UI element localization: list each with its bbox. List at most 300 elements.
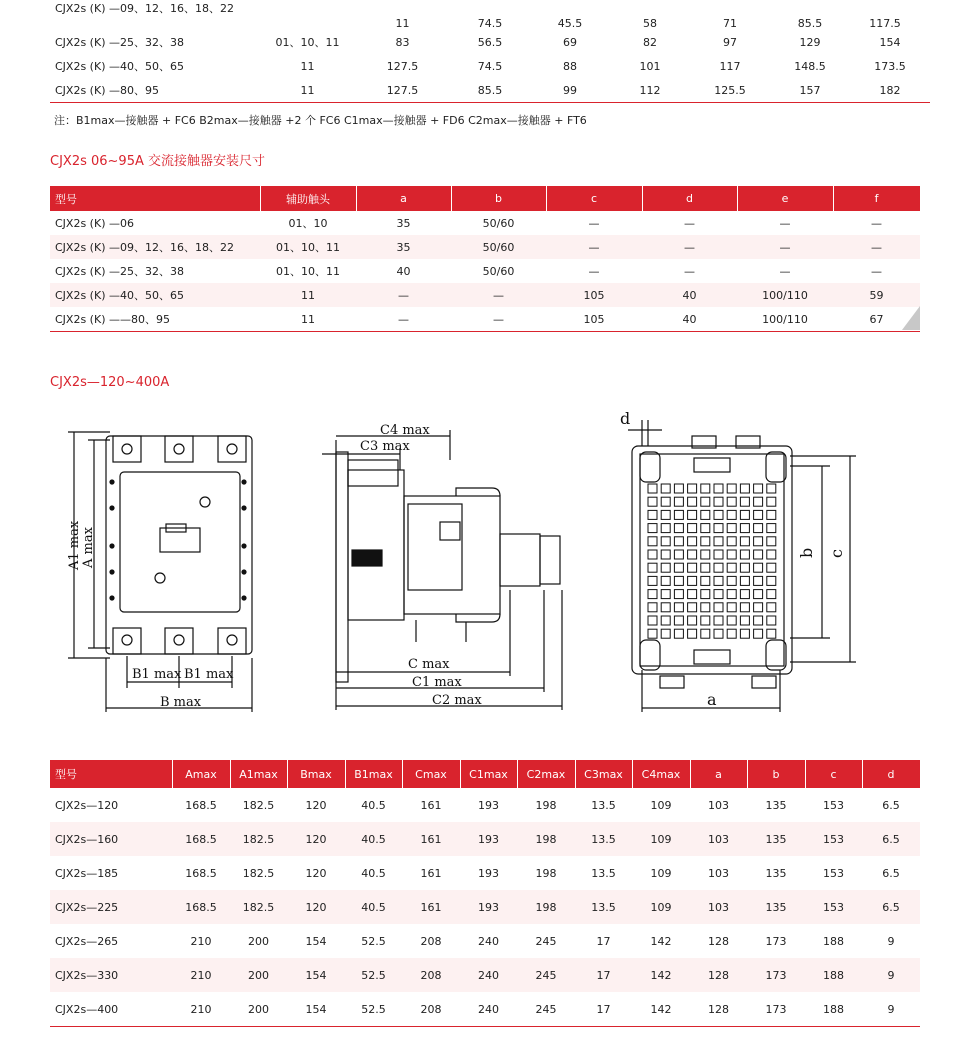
value-cell: 173: [765, 934, 787, 948]
grid-cell: [754, 563, 763, 572]
value-cell: —: [871, 264, 882, 278]
grid-cell: [754, 484, 763, 493]
label-a: a: [707, 690, 717, 709]
value-cell: 161: [420, 866, 442, 880]
grid-cell: [701, 484, 710, 493]
value-cell: 50/60: [451, 235, 546, 259]
column-header: Cmax: [402, 760, 460, 788]
value-cell: 120: [305, 866, 327, 880]
label-b: b: [797, 547, 816, 558]
grid-cell: [674, 510, 683, 519]
grid-cell: [701, 603, 710, 612]
value-cell: 240: [460, 958, 517, 992]
value-cell: 161: [420, 798, 442, 812]
value-cell: 109: [650, 798, 672, 812]
grid-cell: [701, 497, 710, 506]
value-cell: —: [356, 307, 451, 332]
grid-cell: [674, 603, 683, 612]
table-row: [50, 283, 920, 307]
grid-cell: [714, 603, 723, 612]
value-cell: 17: [596, 934, 611, 948]
corner-fold-decoration: [902, 306, 920, 330]
value-cell: 208: [420, 934, 442, 948]
value-cell: 142: [632, 992, 690, 1027]
model-cell: CJX2s—400: [50, 992, 172, 1027]
value-cell: 188: [823, 934, 844, 948]
mounting-dimension-table: [50, 186, 921, 332]
value-cell: —: [779, 264, 791, 278]
label-b1max-right: B1 max: [184, 667, 234, 682]
value-cell: 173: [747, 958, 805, 992]
grid-cell: [648, 576, 657, 585]
grid-cell: [661, 497, 670, 506]
grid-cell: [688, 537, 697, 546]
value-cell: —: [451, 307, 546, 332]
value-cell: 11: [260, 307, 356, 332]
grid-cell: [740, 497, 749, 506]
column-header: b: [451, 186, 546, 211]
value-cell: 168.5: [172, 822, 230, 856]
value-cell: 200: [230, 992, 287, 1027]
value-cell: 13.5: [575, 890, 632, 924]
column-header: c: [805, 760, 862, 788]
model-cell: CJX2s (K) —09、12、16、18、22: [50, 0, 260, 34]
value-cell: 40: [396, 264, 411, 278]
grid-cell: [674, 629, 683, 638]
value-cell: 35: [356, 235, 451, 259]
value-cell: 105: [546, 283, 642, 307]
grid-cell: [688, 603, 697, 612]
model-cell: CJX2s (K) ——80、95: [50, 307, 260, 332]
grid-cell: [754, 590, 763, 599]
grid-cell: [714, 510, 723, 519]
label-cmax: C max: [408, 657, 450, 672]
grid-cell: [674, 497, 683, 506]
value-cell: 193: [460, 890, 517, 924]
grid-cell: [648, 484, 657, 493]
grid-cell: [727, 603, 736, 612]
grid-cell: [740, 524, 749, 533]
grid-cell: [767, 510, 776, 519]
grid-cell: [740, 590, 749, 599]
grid-cell: [727, 550, 736, 559]
grid-cell: [648, 603, 657, 612]
value-cell: 142: [632, 958, 690, 992]
column-header: a: [690, 760, 747, 788]
label-d: d: [620, 409, 631, 428]
value-cell: 200: [230, 958, 287, 992]
grid-cell: [648, 537, 657, 546]
value-cell: 01、10、11: [260, 235, 356, 259]
grid-cell: [740, 616, 749, 625]
grid-cell: [740, 484, 749, 493]
grid-cell: [661, 563, 670, 572]
value-cell: 103: [690, 890, 747, 924]
grid-cell: [701, 629, 710, 638]
grid-cell: [648, 497, 657, 506]
grid-cell: [740, 537, 749, 546]
value-cell: 6.5: [862, 890, 920, 924]
label-a1max: A1 max: [67, 520, 82, 570]
column-header: Amax: [172, 760, 230, 788]
grid-cell: [754, 550, 763, 559]
value-cell: 173: [747, 992, 805, 1027]
value-cell: 161: [402, 890, 460, 924]
label-c2max: C2 max: [432, 693, 482, 708]
value-cell: 109: [632, 890, 690, 924]
value-cell: 01、10: [288, 217, 328, 230]
value-cell: 120: [287, 890, 345, 924]
model-cell: CJX2s—120: [55, 798, 119, 812]
grid-cell: [701, 563, 710, 572]
grid-cell: [767, 576, 776, 585]
section-title-06-95a: CJX2s 06~95A 交流接触器安装尺寸: [50, 154, 265, 169]
grid-cell: [740, 603, 749, 612]
grid-cell: [740, 563, 749, 572]
value-cell: 240: [478, 934, 499, 948]
grid-cell: [754, 603, 763, 612]
value-cell: —: [642, 235, 737, 259]
value-cell: 128: [690, 958, 747, 992]
value-cell: 154: [305, 934, 327, 948]
value-cell: 13.5: [591, 798, 616, 812]
grid-cell: [648, 563, 657, 572]
grid-cell: [674, 576, 683, 585]
grid-cell: [767, 537, 776, 546]
column-header: C2max: [517, 760, 575, 788]
grid-cell: [701, 550, 710, 559]
value-cell: 154: [287, 958, 345, 992]
value-cell: 103: [708, 798, 729, 812]
value-cell: 100/110: [737, 307, 833, 332]
value-cell: —: [684, 264, 695, 278]
grid-cell: [714, 616, 723, 625]
grid-cell: [661, 510, 670, 519]
table-header-row: [50, 186, 920, 211]
value-cell: 188: [805, 958, 862, 992]
value-cell: 40.5: [345, 822, 402, 856]
value-cell: —: [588, 264, 600, 278]
value-cell: 11: [260, 283, 356, 307]
table-note: 注：B1max—接触器 + FC6 B2max—接触器 +2 个 FC6 C1max—接触器 + FD6 C2max—接触器 + FT6: [54, 114, 587, 127]
value-cell: 6.5: [882, 798, 900, 812]
value-cell: 135: [765, 866, 787, 880]
table-row: [50, 856, 920, 890]
value-cell: 210: [172, 992, 230, 1027]
value-cell: —: [779, 216, 791, 230]
table-row: [50, 211, 920, 235]
value-cell: 208: [402, 992, 460, 1027]
column-header: d: [642, 186, 737, 211]
value-cell: 198: [517, 890, 575, 924]
value-cell: 103: [690, 822, 747, 856]
table-row: [50, 259, 920, 283]
dimension-table-top: [50, 0, 920, 34]
column-header: 型号: [50, 760, 172, 788]
column-header: c: [546, 186, 642, 211]
value-cell: 52.5: [361, 934, 386, 948]
column-header: 辅助触头: [260, 186, 356, 211]
table-row: [50, 307, 920, 332]
value-cell: 153: [805, 822, 862, 856]
grid-cell: [767, 629, 776, 638]
grid-cell: [754, 537, 763, 546]
section-title-120-400a: CJX2s—120~400A: [50, 375, 170, 390]
table-header-row: [50, 760, 920, 788]
value-cell: 210: [190, 934, 212, 948]
value-cell: 182.5: [230, 822, 287, 856]
value-cell: 135: [747, 822, 805, 856]
grid-cell: [648, 590, 657, 599]
grid-cell: [754, 524, 763, 533]
grid-cell: [688, 590, 697, 599]
value-cell: 168.5: [185, 798, 217, 812]
label-c1max: C1 max: [412, 675, 462, 690]
value-cell: 168.5: [172, 890, 230, 924]
grid-cell: [688, 576, 697, 585]
value-cell: 198: [517, 822, 575, 856]
value-cell: —: [356, 283, 451, 307]
model-cell: CJX2s (K) —06: [55, 216, 134, 230]
value-cell: 210: [172, 958, 230, 992]
grid-cell: [674, 590, 683, 599]
value-cell: 153: [823, 866, 844, 880]
column-header: b: [747, 760, 805, 788]
value-cell: —: [737, 235, 833, 259]
table-row: [50, 822, 920, 856]
table-row: [50, 235, 920, 259]
value-cell: 105: [546, 307, 642, 332]
grid-cell: [688, 616, 697, 625]
grid-cell: [688, 484, 697, 493]
value-cell: 40.5: [361, 866, 386, 880]
value-cell: 182.5: [230, 890, 287, 924]
value-cell: 198: [535, 866, 557, 880]
grid-cell: [740, 550, 749, 559]
grid-cell: [727, 629, 736, 638]
grid-cell: [727, 590, 736, 599]
grid-cell: [688, 510, 697, 519]
label-c4max: C4 max: [380, 423, 430, 438]
grid-cell: [701, 616, 710, 625]
value-cell: —: [588, 216, 600, 230]
label-b1max-left: B1 max: [132, 667, 182, 682]
grid-cell: [648, 524, 657, 533]
model-cell: CJX2s (K) —80、95: [50, 78, 260, 103]
grid-cell: [727, 576, 736, 585]
grid-cell: [714, 497, 723, 506]
grid-cell: [688, 524, 697, 533]
grid-cell: [767, 550, 776, 559]
grid-cell: [727, 563, 736, 572]
model-cell: CJX2s—185: [55, 866, 119, 880]
value-cell: 103: [708, 866, 729, 880]
value-cell: —: [833, 235, 920, 259]
grid-cell: [701, 590, 710, 599]
grid-cell: [714, 576, 723, 585]
grid-cell: [661, 524, 670, 533]
column-header: C4max: [632, 760, 690, 788]
grid-cell: [701, 524, 710, 533]
column-header: A1max: [230, 760, 287, 788]
grid-cell: [661, 537, 670, 546]
value-cell: 9: [887, 934, 895, 948]
value-cell: 168.5: [185, 866, 217, 880]
table-row: CJX2s (K) —25、32、38 01、10、11 83 56.5 69 82 97 129 154: [50, 30, 930, 54]
grid-cell: [674, 616, 683, 625]
value-cell: 9: [862, 992, 920, 1027]
grid-cell: [674, 537, 683, 546]
grid-cell: [767, 563, 776, 572]
value-cell: 100/110: [737, 283, 833, 307]
grid-cell: [661, 603, 670, 612]
grid-cell: [661, 550, 670, 559]
grid-cell: [661, 590, 670, 599]
value-cell: 9: [862, 958, 920, 992]
table-row: [50, 788, 920, 822]
grid-cell: [754, 510, 763, 519]
value-cell: 240: [460, 992, 517, 1027]
value-cell: 135: [747, 890, 805, 924]
value-cell: 182.5: [242, 798, 275, 812]
value-cell: —: [871, 216, 882, 230]
value-cell: 193: [478, 866, 499, 880]
label-bmax: B max: [160, 695, 202, 710]
value-cell: 153: [823, 798, 844, 812]
value-cell: 17: [575, 992, 632, 1027]
value-cell: 182.5: [242, 866, 275, 880]
value-cell: 245: [535, 934, 557, 948]
grid-cell: [674, 484, 683, 493]
value-cell: 35: [396, 216, 411, 230]
grid-cell: [727, 537, 736, 546]
grid-cell: [714, 524, 723, 533]
grid-cell: [727, 616, 736, 625]
value-cell: 128: [708, 934, 729, 948]
column-header: d: [862, 760, 920, 788]
grid-cell: [674, 524, 683, 533]
grid-cell: [701, 537, 710, 546]
model-cell: CJX2s (K) —25、32、38: [50, 30, 260, 54]
value-cell: —: [546, 235, 642, 259]
label-amax: A max: [81, 527, 96, 568]
grid-cell: [661, 616, 670, 625]
value-cell: 6.5: [862, 822, 920, 856]
value-cell: 161: [402, 822, 460, 856]
table-row: [50, 958, 920, 992]
grid-cell: [648, 629, 657, 638]
value-cell: 17: [575, 958, 632, 992]
grid-cell: [714, 537, 723, 546]
grid-cell: [648, 510, 657, 519]
grid-cell: [767, 590, 776, 599]
value-cell: 193: [460, 822, 517, 856]
value-cell: 52.5: [345, 992, 402, 1027]
value-cell: 40.5: [345, 890, 402, 924]
value-cell: 40: [642, 307, 737, 332]
model-cell: CJX2s (K) —40、50、65: [55, 60, 184, 73]
grid-cell: [661, 629, 670, 638]
grid-cell: [674, 550, 683, 559]
column-header: B1max: [345, 760, 402, 788]
grid-cell: [688, 497, 697, 506]
grid-cell: [714, 550, 723, 559]
value-cell: 200: [248, 934, 269, 948]
value-cell: 59: [833, 283, 920, 307]
model-cell: CJX2s—265: [55, 934, 119, 948]
column-header: a: [356, 186, 451, 211]
value-cell: 153: [805, 890, 862, 924]
table-row: [50, 924, 920, 958]
grid-cell: [727, 484, 736, 493]
value-cell: 40.5: [361, 798, 386, 812]
grid-cell: [648, 550, 657, 559]
grid-cell: [714, 563, 723, 572]
grid-cell: [727, 524, 736, 533]
model-cell: CJX2s—160: [50, 822, 172, 856]
value-cell: 109: [650, 866, 672, 880]
model-cell: CJX2s—225: [50, 890, 172, 924]
grid-cell: [754, 497, 763, 506]
grid-cell: [727, 497, 736, 506]
grid-cell: [754, 629, 763, 638]
value-cell: 120: [287, 822, 345, 856]
grid-cell: [767, 484, 776, 493]
label-c3max: C3 max: [360, 439, 410, 454]
table-row: CJX2s (K) —80、95 11 127.5 85.5 99 112 125.5 157 182: [50, 78, 930, 103]
dimension-table-top-rows: [50, 30, 930, 103]
value-cell: 40: [642, 283, 737, 307]
model-cell: CJX2s (K) —25、32、38: [55, 265, 184, 278]
grid-cell: [674, 563, 683, 572]
label-c: c: [827, 549, 846, 558]
value-cell: 142: [650, 934, 672, 948]
grid-cell: [740, 510, 749, 519]
value-cell: 154: [287, 992, 345, 1027]
value-cell: 245: [517, 992, 575, 1027]
value-cell: 188: [805, 992, 862, 1027]
grid-cell: [740, 629, 749, 638]
grid-cell: [701, 510, 710, 519]
grid-cell: [754, 576, 763, 585]
value-cell: 128: [690, 992, 747, 1027]
grid-cell: [767, 524, 776, 533]
column-header: e: [737, 186, 833, 211]
table-row: CJX2s (K) —40、50、65 11 127.5 74.5 88 101 117 148.5 173.5: [50, 54, 930, 78]
table-row: [50, 890, 920, 924]
value-cell: 135: [765, 798, 787, 812]
column-header: C3max: [575, 760, 632, 788]
value-cell: 50/60: [482, 264, 515, 278]
grid-cell: [648, 616, 657, 625]
grid-cell: [714, 629, 723, 638]
table-row: [50, 992, 920, 1027]
model-cell: CJX2s—330: [50, 958, 172, 992]
value-cell: 67: [833, 307, 920, 332]
value-cell: 50/60: [482, 216, 515, 230]
value-cell: 208: [402, 958, 460, 992]
value-cell: 6.5: [882, 866, 900, 880]
value-cell: 245: [517, 958, 575, 992]
value-cell: 13.5: [591, 866, 616, 880]
value-cell: —: [451, 283, 546, 307]
value-cell: 52.5: [345, 958, 402, 992]
model-cell: CJX2s (K) —09、12、16、18、22: [50, 235, 260, 259]
table-row: CJX2s (K) —09、12、16、18、22 11 74.5 45.5 58 71 85.5 117.5: [50, 0, 920, 34]
grid-cell: [727, 510, 736, 519]
grid-cell: [767, 603, 776, 612]
grid-cell: [688, 550, 697, 559]
